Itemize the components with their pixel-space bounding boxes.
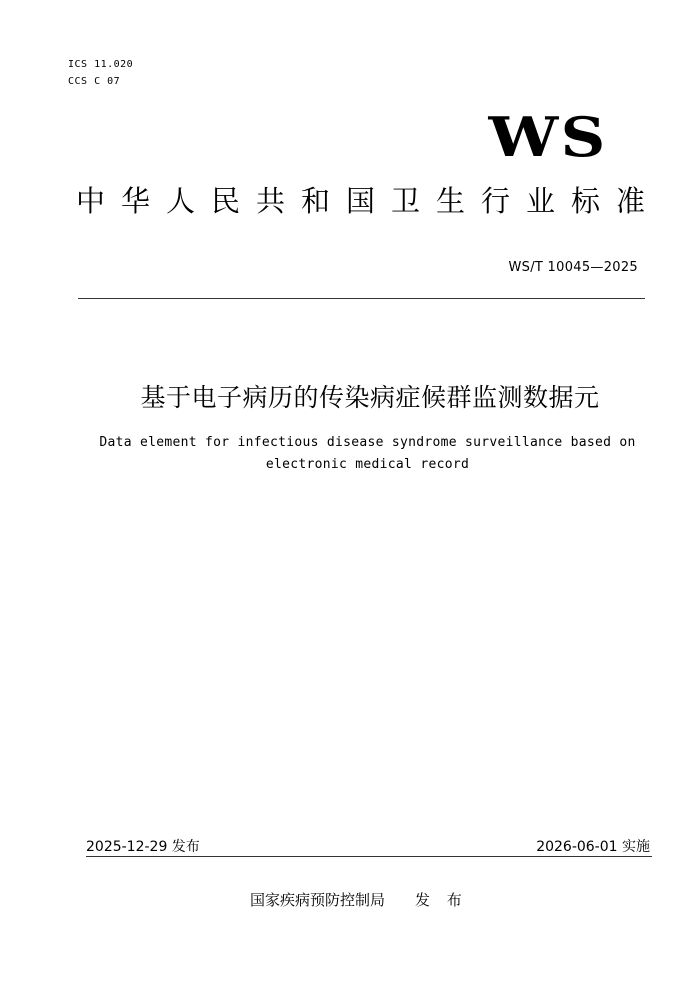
- issuing-authority: 国家疾病预防控制局: [250, 891, 386, 909]
- ics-code: ICS 11.020: [68, 59, 134, 70]
- classification-codes: [68, 56, 133, 90]
- top-divider: [78, 298, 645, 299]
- document-title-english: [80, 432, 655, 476]
- issue-date: 2025-12-29 发布: [86, 839, 200, 855]
- english-title-line-1: Data element for infectious disease syndrome surveillance based on: [99, 435, 636, 450]
- ccs-code: CCS C 07: [68, 76, 121, 87]
- implementation-date: 2026-06-01 实施: [536, 839, 650, 855]
- standard-code: WS/T 10045—2025: [508, 260, 638, 275]
- ws-logo: WS: [488, 105, 608, 169]
- bottom-divider: [86, 856, 652, 857]
- document-title-chinese: 基于电子病历的传染病症候群监测数据元: [140, 383, 600, 412]
- issuing-authority-line: [250, 889, 468, 910]
- english-title-line-2: electronic medical record: [265, 457, 470, 472]
- issue-action: 发 布: [415, 891, 468, 909]
- issuer-title: 中华人民共和国卫生行业标准: [76, 184, 662, 218]
